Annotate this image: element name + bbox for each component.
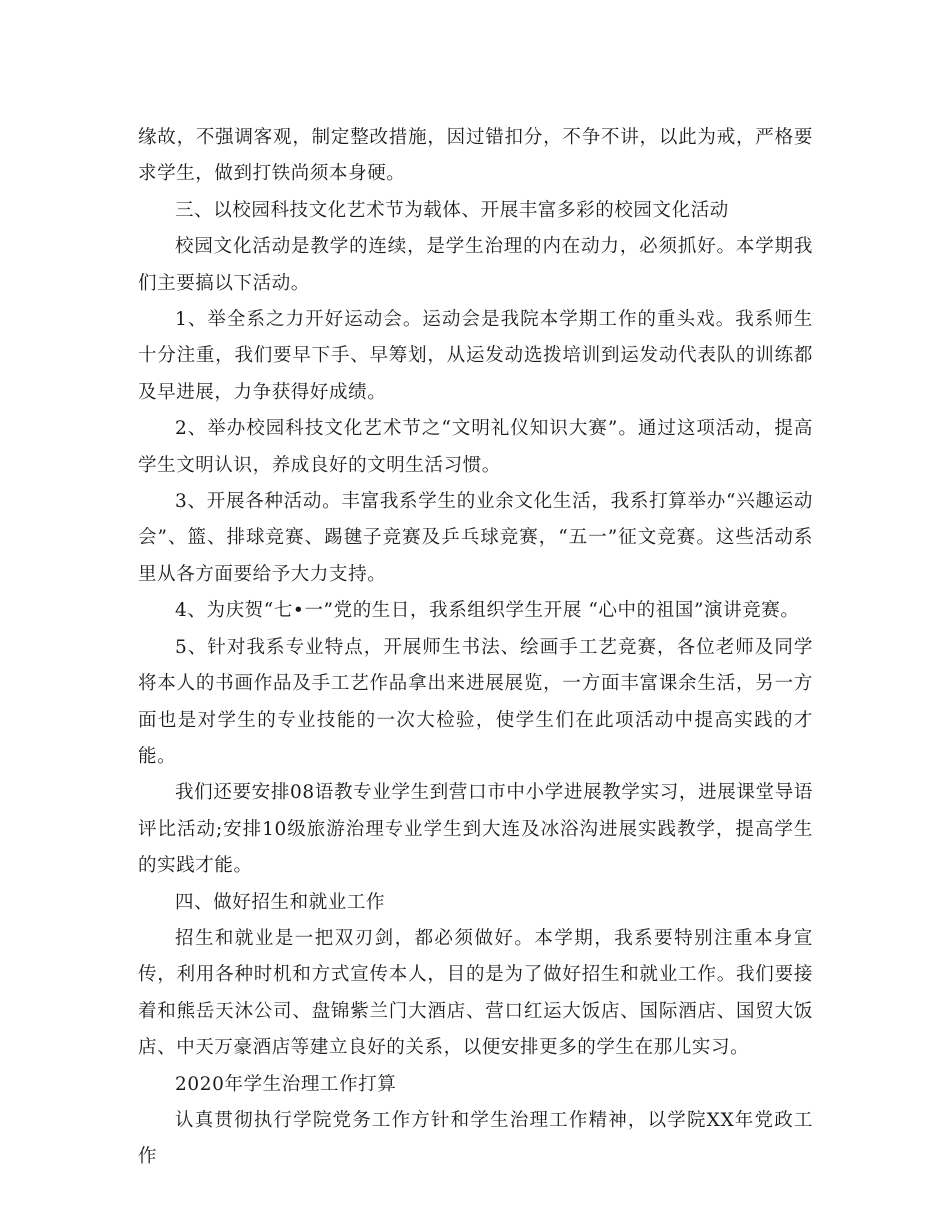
list-item-3: 3、开展各种活动。丰富我系学生的业余文化生活，我系打算举办“兴趣运动会”、篮、排球竞赛、踢毽子竞赛及乒乓球竞赛，“五一”征文竞赛。这些活动系里从各方面要给予大力支持。 (138, 491, 813, 585)
document-body (138, 120, 813, 1176)
document-title: 2020年学生治理工作打算 (175, 1073, 397, 1095)
section-heading-4: 四、做好招生和就业工作 (175, 891, 386, 913)
paragraph: 招生和就业是一把双刃剑，都必须做好。本学期，我系要特别注重本身宣传，利用各种时机和方式宣传本人，目的是为了做好招生和就业工作。我们要接着和熊岳天沐公司、盘锦紫兰门大酒店、营口红运大饭店、国际酒店、国贸大饭店、中天万豪酒店等建立良好的关系，以便安排更多的学生在那儿实习。 (138, 927, 813, 1059)
paragraph: 我们还要安排08语教专业学生到营口市中小学进展教学实习，进展课堂导语评比活动;安排10级旅游治理专业学生到大连及冰浴沟进展实践教学，提高学生的实践才能。 (138, 782, 813, 877)
section-heading-3: 三、以校园科技文化艺术节为载体、开展丰富多彩的校园文化活动 (175, 199, 729, 221)
paragraph: 认真贯彻执行学院党务工作方针和学生治理工作精神，以学院XX年党政工作 (138, 1109, 813, 1168)
list-item-4: 4、为庆贺“七•一”党的生日，我系组织学生开展 “心中的祖国”演讲竞赛。 (175, 600, 800, 622)
list-item-2: 2、举办校园科技文化艺术节之“文明礼仪知识大赛”。通过这项活动，提高学生文明认识，养成良好的文明生活习惯。 (138, 418, 813, 476)
paragraph: 校园文化活动是教学的连续，是学生治理的内在动力，必须抓好。本学期我们主要搞以下活动。 (138, 236, 813, 294)
list-item-1: 1、举全系之力开好运动会。运动会是我院本学期工作的重头戏。我系师生十分注重，我们要早下手、早筹划，从运发动选拨培训到运发动代表队的训练都及早进展，力争获得好成绩。 (138, 309, 813, 403)
list-item-5: 5、针对我系专业特点，开展师生书法、绘画手工艺竞赛，各位老师及同学将本人的书画作品及手工艺作品拿出来进展展览，一方面丰富课余生活，另一方面也是对学生的专业技能的一次大检验，使学生们在此项活动中提高实践的才能。 (138, 636, 813, 767)
paragraph-continuation: 缘故，不强调客观，制定整改措施，因过错扣分，不争不讲，以此为戒，严格要求学生，做到打铁尚须本身硬。 (138, 127, 813, 185)
